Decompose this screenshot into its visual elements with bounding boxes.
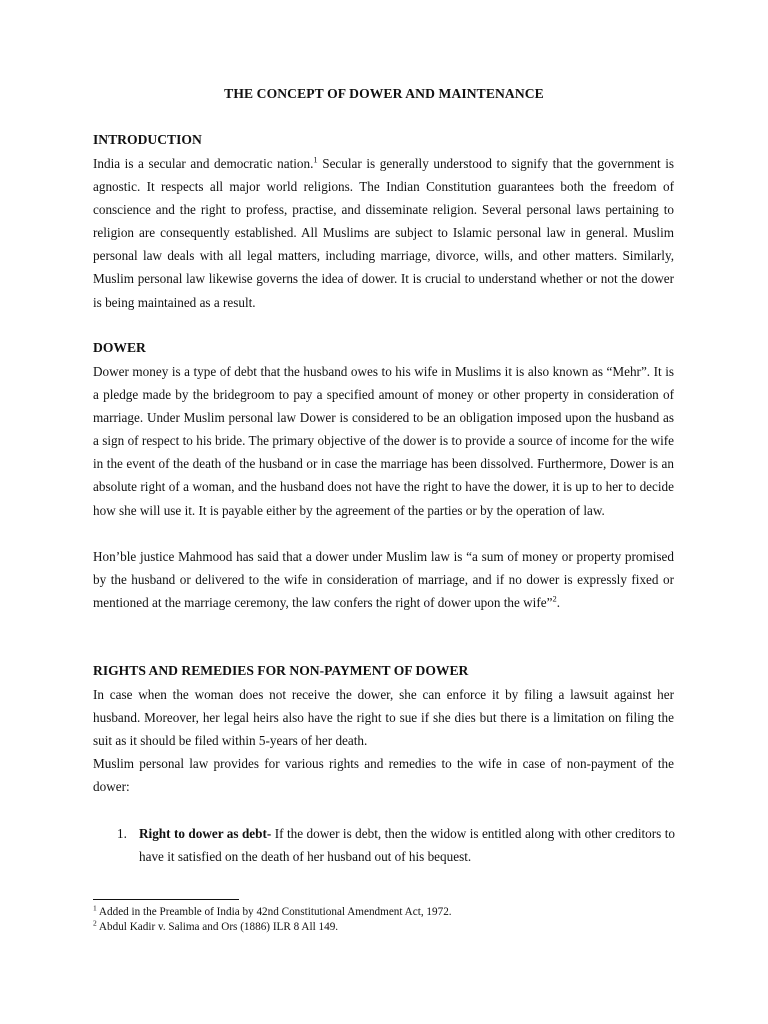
footnote-1 <box>93 905 452 920</box>
document-title: THE CONCEPT OF DOWER AND MAINTENANCE <box>224 86 544 101</box>
footnote-2-text: Abdul Kadir v. Salima and Ors (1886) ILR 8 All 149. <box>96 921 339 933</box>
rights-paragraph-1: In case when the woman does not receive the dower, she can enforce it by filing a lawsuit against her husband. Moreover, her legal heirs also have the right to sue if she dies but there is a limitation on filing the suit as it should be filed within 5-years of her death. <box>93 687 674 749</box>
dower-heading: DOWER <box>93 340 146 355</box>
intro-text-start: India is a secular and democratic nation. <box>93 156 314 171</box>
footnote-ref-1: 1 <box>313 154 318 165</box>
introduction-heading: INTRODUCTION <box>93 132 202 147</box>
intro-text-rest: Secular is generally understood to signify that the government is agnostic. It respects all major world religions. The Indian Constitution guarantees both the freedom of conscience and the right to profess, practise, and disseminate religion. Several personal laws pertaining to religion are consequently established. All Muslims are subject to Islamic personal law in general. Muslim personal law deals with all legal matters, including marriage, divorce, wills, and other matters. Similarly, Muslim personal law likewise governs the idea of dower. It is crucial to understand whether or not the dower is being maintained as a result. <box>93 156 674 310</box>
rights-paragraph-2: Muslim personal law provides for various rights and remedies to the wife in case of non-payment of the dower: <box>93 756 674 795</box>
footnote-1-text: Added in the Preamble of India by 42nd Constitutional Amendment Act, 1972. <box>96 906 452 918</box>
list-item <box>117 822 675 868</box>
dower-quote-text: Hon’ble justice Mahmood has said that a dower under Muslim law is “a sum of money or property promised by the husband or delivered to the wife in consideration of marriage, and if no dower is expressly fixed or mentioned at the marriage ceremony, the law confers the right of dower upon the wife” <box>93 549 674 611</box>
footnote-ref-2: 2 <box>552 593 557 604</box>
list-item-number: 1. <box>117 826 127 841</box>
list-item-text: If the dower is debt, then the widow is entitled along with other creditors to have it satisfied on the death of her husband out of his bequest. <box>139 826 675 865</box>
footnote-1-marker: 1 <box>93 903 97 913</box>
list-item-bold-label: Right to dower as debt- <box>139 826 272 841</box>
footnote-2 <box>93 920 338 935</box>
footnote-2-marker: 2 <box>93 918 97 928</box>
footnote-separator <box>93 899 239 900</box>
dower-paragraph-1: Dower money is a type of debt that the husband owes to his wife in Muslims it is also known as “Mehr”. It is a pledge made by the bridegroom to pay a specified amount of money or other property in consideration of marriage. Under Muslim personal law Dower is considered to be an obligation imposed upon the husband as a sign of respect to his bride. The primary objective of the dower is to provide a source of income for the wife in the event of the death of the husband or in case the marriage has been dissolved. Furthermore, Dower is an absolute right of a woman, and the husband does not have the right to have the dower, it is up to her to decide how she will use it. It is payable either by the agreement of the parties or by the operation of law. <box>93 364 674 518</box>
list-item-body <box>139 822 675 868</box>
dower-paragraph-2 <box>93 545 674 614</box>
rights-heading: RIGHTS AND REMEDIES FOR NON-PAYMENT OF DOWER <box>93 663 469 678</box>
dower-quote-end: . <box>556 595 560 611</box>
introduction-paragraph <box>93 152 674 314</box>
